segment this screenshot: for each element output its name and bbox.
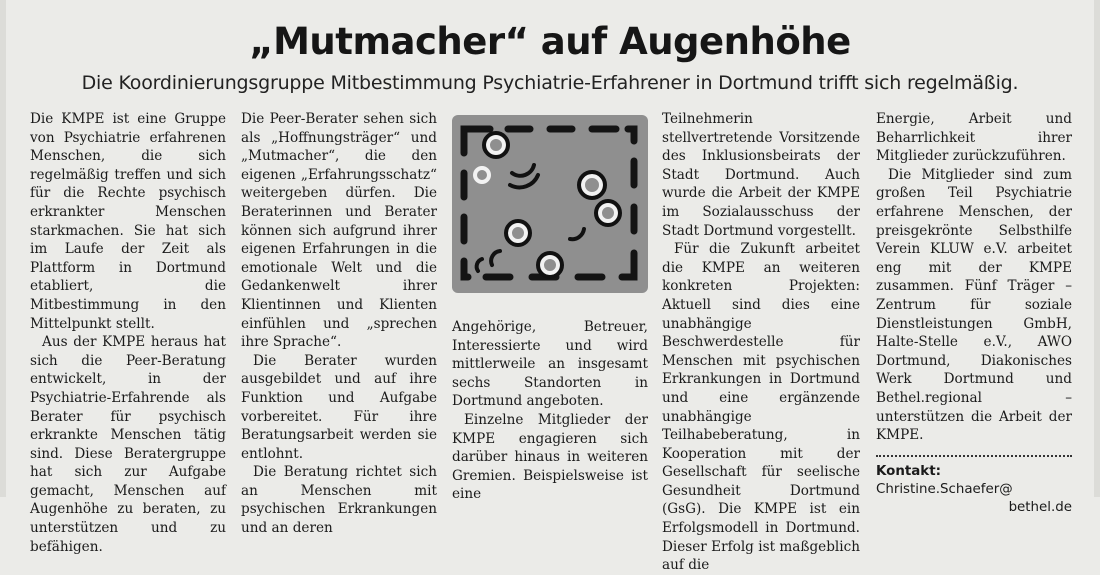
contact-block [876,463,1072,517]
paragraph: Die Mitglieder sind zum großen Teil Psychiatrie erfahrene Menschen, der preisgekrönte Selbsthilfe Verein KLUW e.V. arbeitet eng mit der KMPE zusammen. Fünf Träger – Zentrum für soziale Dienstleistungen GmbH, Halte-Stelle e.V., AWO Dortmund, Diakonisches Werk Dortmund und Bethel.regional – unterstützen die Arbeit der KMPE. [876,166,1072,444]
paragraph: Die Berater wurden ausgebildet und auf ihre Funktion und Aufgabe vorbereitet. Für ihre Beratungsarbeit werden sie entlohnt. [241,352,437,462]
text-column-2 [241,110,437,538]
paragraph: Energie, Arbeit und Beharrlichkeit ihrer Mitglieder zurückzuführen. [876,111,1072,165]
paragraph: Angehörige, Betreuer, Interessierte und wird mittlerweile an insgesamt sechs Standorten in Dortmund angeboten. [452,319,648,410]
contact-divider [876,455,1072,457]
kmpe-logo-icon [452,115,648,293]
text-column-4 [662,110,860,575]
contact-label: Kontakt: [876,463,941,479]
text-column-1 [30,110,226,556]
paragraph: Die Beratung richtet sich an Menschen mit psychischen Erkrankungen und an deren [241,464,437,537]
contact-email-part1: Christine.Schaefer@ [876,481,1013,497]
text-column-5 [876,110,1072,517]
paragraph: Für die Zukunft arbeitet die KMPE an weiteren konkreten Projekten: Aktuell sind dies eine unabhängige Beschwerdestelle für Menschen mit psychischen Erkrankungen in Dortmund und eine ergänzende unabhängige Teilhabeberatung, in Kooperation mit der Gesellschaft für seelische Gesundheit Dortmund (GsG). Die KMPE ist ein Erfolgsmodell in Dortmund. Dieser Erfolg ist maßgeblich auf die [662,241,860,574]
paragraph: Die KMPE ist eine Gruppe von Psychiatrie erfahrenen Menschen, die sich regelmäßig treffen und sich für die Rechte psychisch erkrankter Menschen starkmachen. Sie hat sich im Laufe der Zeit als Plattform in Dortmund etabliert, die Mitbestimmung in den Mittelpunkt stellt. [30,111,226,332]
paragraph: Einzelne Mitglieder der KMPE engagieren sich darüber hinaus in weiteren Gremien. Beispielsweise ist eine [452,411,648,503]
paragraph: Teilnehmerin stellvertretende Vorsitzende des Inklusionsbeirats der Stadt Dortmund. Auch wurde die Arbeit der KMPE im Sozialausschuss der Stadt Dortmund vorgestellt. [662,111,860,239]
paragraph: Die Peer-Berater sehen sich als „Hoffnungsträger“ und „Mutmacher“, die den eigenen „Erfahrungsschatz“ weitergeben dürfen. Die Beraterinnen und Berater können sich aufgrund ihrer eigenen Erfahrungen in die emotionale Welt und die Gedankenwelt ihrer Klientinnen und Klienten einfühlen und „sprechen ihre Sprache“. [241,111,437,351]
article-headline: „Mutmacher“ auf Augenhöhe [249,20,851,63]
kmpe-logo-image [452,115,648,293]
article-subhead: Die Koordinierungsgruppe Mitbestimmung Psychiatrie-Erfahrener in Dortmund trifft sich regelmäßig. [81,72,1019,94]
contact-email-part2: bethel.de [1008,499,1072,515]
paragraph: Aus der KMPE heraus hat sich die Peer-Beratung entwickelt, in der Psychiatrie-Erfahrende als Berater für psychisch erkrankte Menschen tätig sind. Diese Beratergruppe hat sich zur Aufgabe gemacht, Menschen auf Augenhöhe zu beraten, zu unterstützen und zu befähigen. [30,334,226,555]
text-column-3 [452,318,648,504]
